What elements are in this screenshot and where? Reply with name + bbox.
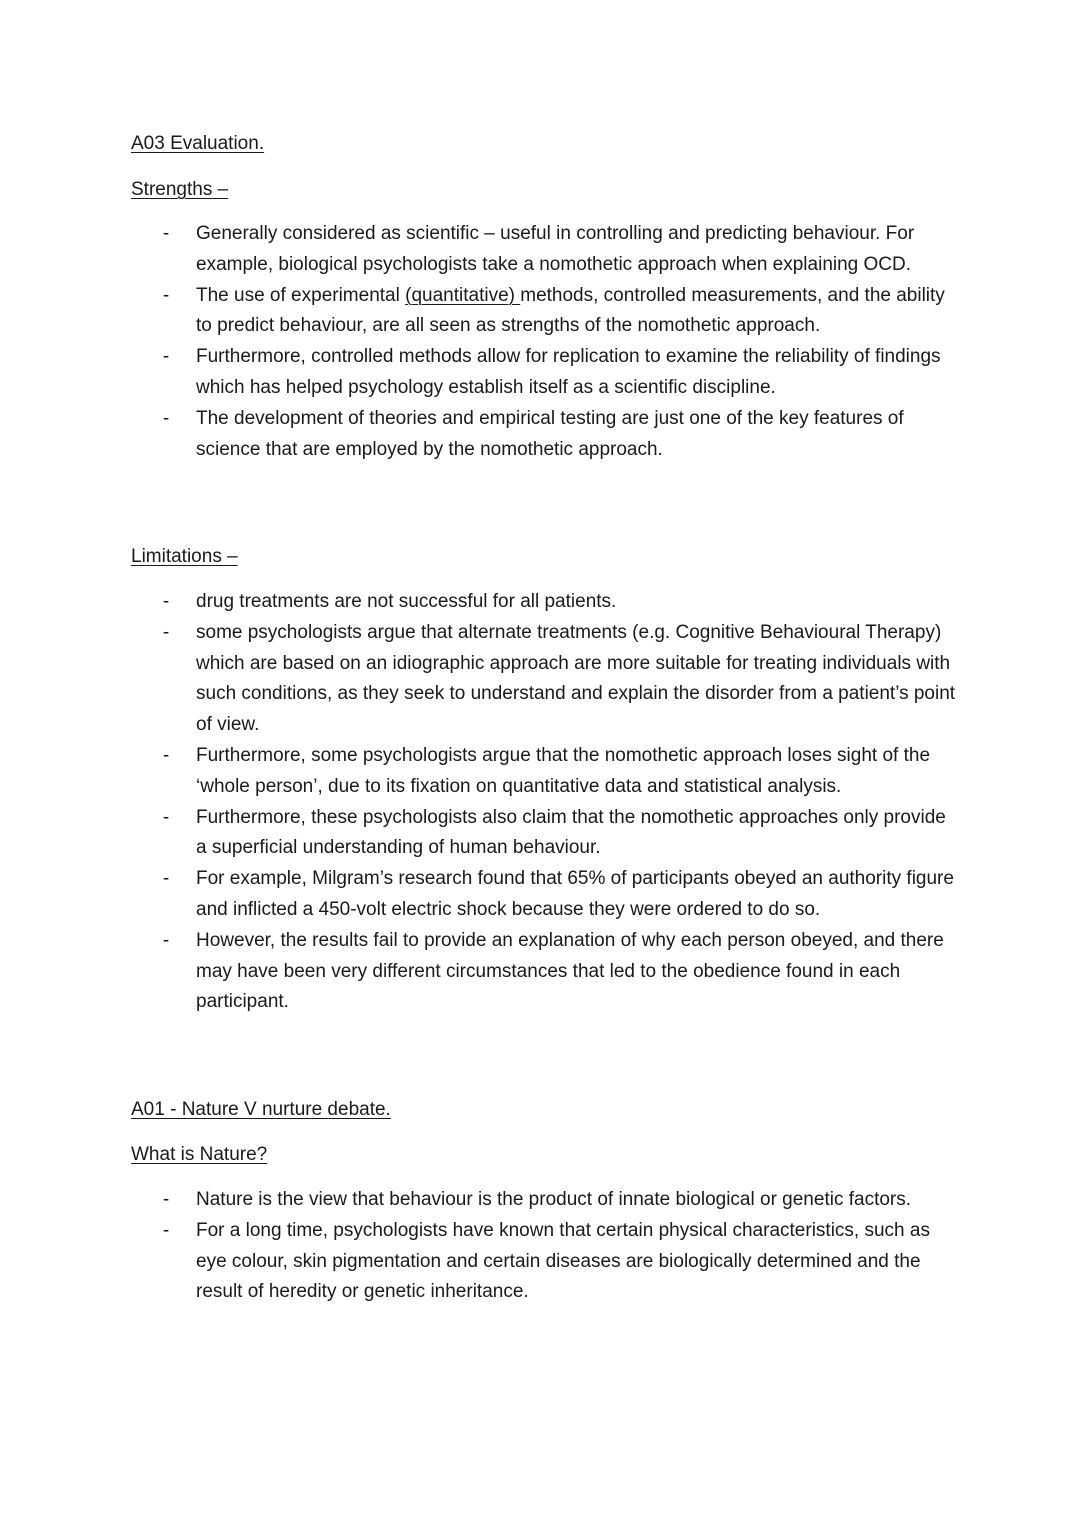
bullet-dash: - — [162, 407, 170, 429]
list-item-text: methods, controlled measurements, and the ability to predict behaviour, are all seen as strengths of the nomothetic approach. — [196, 284, 945, 337]
list-item — [0, 1216, 956, 1308]
nature-list — [0, 1185, 1080, 1308]
list-item — [0, 342, 956, 404]
list-item-text: Generally considered as scientific – useful in controlling and predicting behaviour. For example, biological psychologists take a nomothetic approach when explaining OCD. — [196, 223, 915, 275]
list-item — [0, 926, 956, 1018]
list-item-text: drug treatments are not successful for all patients. — [196, 591, 617, 612]
list-item — [0, 219, 956, 281]
list-item — [0, 741, 956, 803]
bullet-dash: - — [162, 744, 170, 766]
list-item — [0, 1185, 956, 1216]
list-item-text: Furthermore, these psychologists also claim that the nomothetic approaches only provide a superficial understanding of human behaviour. — [196, 806, 946, 859]
list-item-text: Nature is the view that behaviour is the product of innate biological or genetic factors. — [196, 1189, 912, 1210]
list-item-text: However, the results fail to provide an explanation of why each person obeyed, and there may have been very different circumstances that led to the obedience found in each participant. — [196, 929, 944, 1013]
list-item — [0, 281, 956, 343]
list-item — [0, 864, 956, 926]
bullet-dash: - — [162, 223, 170, 244]
list-item-text: For a long time, psychologists have known that certain physical characteristics, such as eye colour, skin pigmentation and certain diseases are biologically determined and the result of heredity or genetic inheritance. — [196, 1219, 930, 1303]
bullet-dash: - — [162, 591, 170, 612]
a01-nature-nurture-heading: A01 - Nature V nurture debate. — [131, 1099, 391, 1120]
list-item-text: Furthermore, some psychologists argue that the nomothetic approach loses sight of the ‘whole person’, due to its fixation on quantitative data and statistical analysis. — [196, 744, 931, 797]
limitations-list — [0, 587, 1080, 1018]
strengths-heading: Strengths – — [131, 179, 229, 200]
limitations-heading: Limitations – — [131, 546, 238, 567]
strengths-list — [0, 219, 1080, 465]
list-item-text: The development of theories and empirical testing are just one of the key features of science that are employed by the nomothetic approach. — [196, 407, 904, 460]
list-item-text: For example, Milgram’s research found that 65% of participants obeyed an authority figure and inflicted a 450-volt electric shock because they were ordered to do so. — [196, 868, 954, 920]
list-item-text: Furthermore, controlled methods allow for replication to examine the reliability of findings which has helped psychology establish itself as a scientific discipline. — [196, 346, 941, 398]
list-item-text: some psychologists argue that alternate treatments (e.g. Cognitive Behavioural Therapy) which are based on an idiographic approach are more suitable for treating individuals with such conditions, as they seek to understand and explain the disorder from a patient’s point of view. — [196, 621, 956, 736]
what-is-nature-heading: What is Nature? — [131, 1144, 268, 1165]
bullet-dash: - — [162, 284, 170, 306]
list-item — [0, 618, 956, 741]
bullet-dash: - — [162, 621, 170, 643]
list-item — [0, 587, 956, 618]
bullet-dash: - — [162, 929, 170, 951]
bullet-dash: - — [162, 1189, 170, 1210]
bullet-dash: - — [162, 806, 170, 828]
bullet-dash: - — [162, 1219, 170, 1241]
list-item-text: The use of experimental — [196, 284, 406, 306]
bullet-dash: - — [162, 868, 170, 890]
underlined-term: (quantitative) — [405, 284, 521, 306]
a03-evaluation-heading: A03 Evaluation. — [131, 133, 265, 154]
list-item — [0, 404, 956, 466]
bullet-dash: - — [162, 346, 170, 368]
list-item — [0, 803, 956, 865]
